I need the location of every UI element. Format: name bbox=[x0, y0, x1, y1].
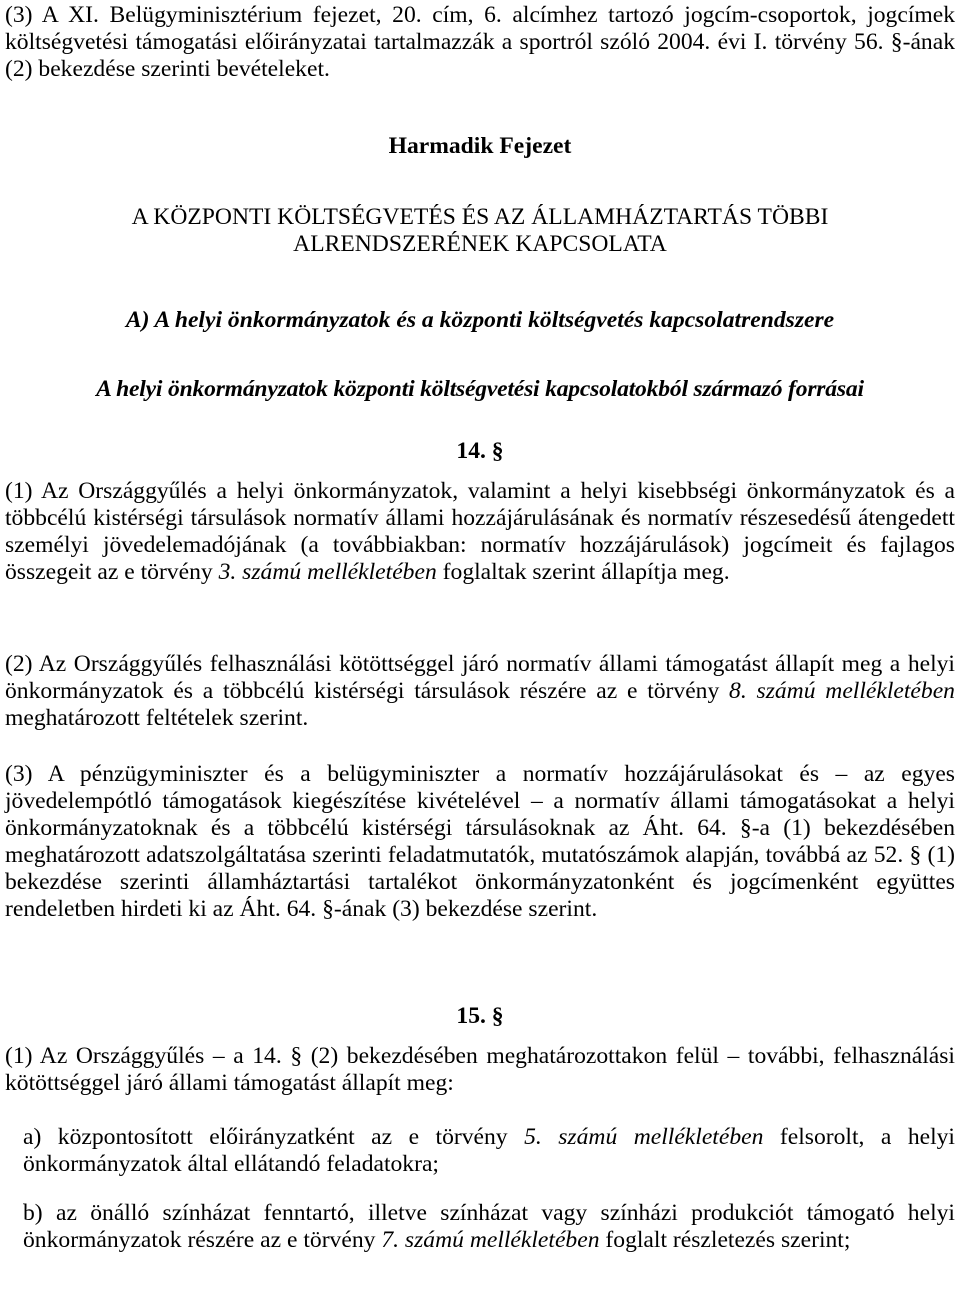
item-a-text-1: a) központosított előirányzatként az e törvény bbox=[23, 1124, 525, 1150]
section-15-item-b bbox=[5, 1200, 955, 1254]
section-14-p1-text-b: foglaltak szerint állapítja meg. bbox=[436, 559, 730, 585]
section-14-paragraph-2 bbox=[5, 651, 955, 732]
item-a-text-2: felsorolt, a helyi önkormányzatok által ellátandó feladatokra; bbox=[23, 1124, 955, 1177]
annex-7-reference: 7. számú mellékletében bbox=[381, 1227, 600, 1253]
section-14-p2-text-b: meghatározott feltételek szerint. bbox=[5, 705, 309, 731]
section-14-paragraph-3: (3) A pénzügyminiszter és a belügyminiszter a normatív hozzájárulásokat és – az egyes jövedelempótló támogatások kiegészítése kivételével – a normatív állami támogatásokat a helyi önkormányzatoknak és a többcélú kistérségi társulásoknak az Áht. 64. §-a (1) bekezdésében meghatározott adatszolgáltatása szerinti feladatmutatók, mutatószámok alapján, továbbá az 52. § (1) bekezdése szerinti államháztartási tartalékot önkormányzatonként és jogcímenként együttes rendeletben hirdeti ki az Áht. 64. §-ának (3) bekezdése szerint. bbox=[5, 761, 955, 922]
annex-5-reference: 5. számú mellékletében bbox=[524, 1124, 764, 1150]
intro-paragraph: (3) A XI. Belügyminisztérium fejezet, 20. cím, 6. alcímhez tartozó jogcím-csoportok, jogcímek költségvetési támogatási előirányzatai tartalmazzák a sportról szóló 2004. évi I. törvény 56. §-ának (2) bekezdése szerinti bevételeket. bbox=[5, 2, 955, 82]
subtitle-a: A) A helyi önkormányzatok és a központi költségvetés kapcsolatrendszere bbox=[125, 307, 835, 333]
section-15-paragraph-1: (1) Az Országgyűlés – a 14. § (2) bekezdésében meghatározottakon felül – további, felhasználási kötöttséggel járó állami támogatást állapít meg: bbox=[5, 1043, 955, 1096]
section-15-heading: 15. § bbox=[456, 1003, 504, 1029]
section-15-item-a bbox=[5, 1124, 955, 1178]
subtitle-b: A helyi önkormányzatok központi költségvetési kapcsolatokból származó forrásai bbox=[96, 376, 864, 402]
section-14-p1-text-a: (1) Az Országgyűlés a helyi önkormányzatok, valamint a helyi kisebbségi önkormányzatok és a többcélú kistérségi társulások normatív állami hozzájárulásának és normatív részesedésű átengedett személyi jövedelemadójának (a továbbiakban: normatív hozzájárulások) jogcímeit és fajlagos összegeit az e törvény bbox=[5, 478, 955, 585]
annex-3-reference: 3. számú mellékletében bbox=[218, 559, 437, 585]
chapter-title: A KÖZPONTI KÖLTSÉGVETÉS ÉS AZ ÁLLAMHÁZTARTÁS TÖBBI ALRENDSZERÉNEK KAPCSOLATA bbox=[131, 204, 829, 257]
chapter-label: Harmadik Fejezet bbox=[388, 133, 572, 159]
section-14-paragraph-1 bbox=[5, 478, 955, 586]
section-14-heading: 14. § bbox=[456, 438, 504, 464]
annex-8-reference: 8. számú mellékletében bbox=[729, 678, 955, 704]
item-b-text-1: b) az önálló színházat fenntartó, illetve színházat vagy színházi produkciót támogató helyi önkormányzatok részére az e törvény bbox=[23, 1200, 955, 1253]
section-14-p2-text-a: (2) Az Országgyűlés felhasználási kötöttséggel járó normatív állami támogatást állapít meg a helyi önkormányzatok és a többcélú kistérségi társulások részére az e törvény bbox=[5, 651, 955, 704]
item-b-text-2: foglalt részletezés szerint; bbox=[599, 1227, 851, 1253]
